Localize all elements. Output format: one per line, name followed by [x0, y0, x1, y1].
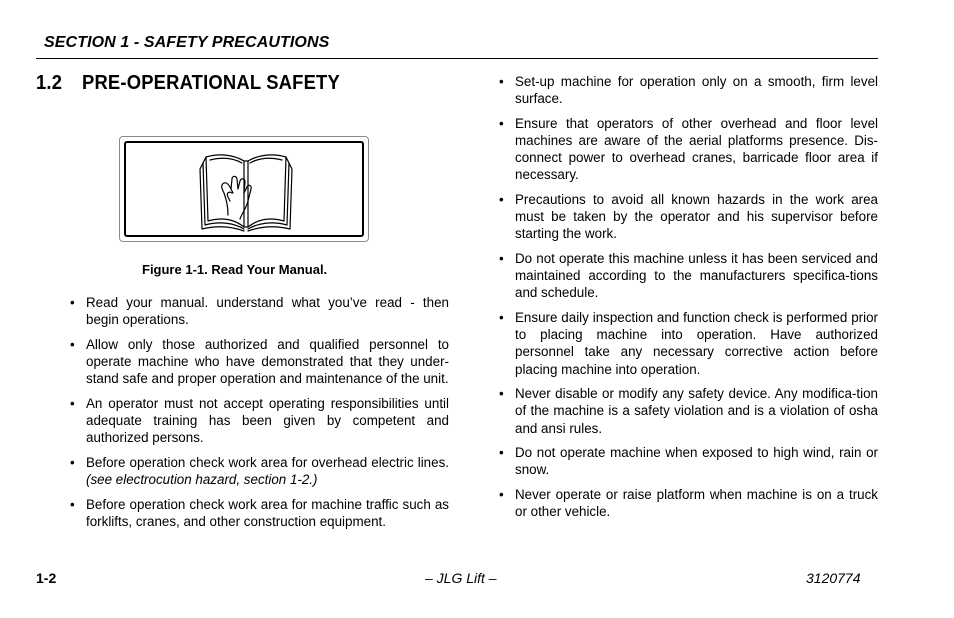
list-item: • Never operate or raise platform when machine is on a truck or other vehicle.	[499, 486, 878, 520]
left-bullet-list	[70, 294, 449, 537]
header-divider	[36, 58, 878, 59]
right-bullet-list	[499, 73, 878, 528]
list-item: • Do not operate machine when exposed to high wind, rain or snow.	[499, 444, 878, 478]
page-number: 1-2	[36, 570, 57, 586]
cross-reference-note: (see electrocution hazard, section 1-2.)	[86, 472, 318, 487]
list-item: • Do not operate this machine unless it has been serviced and maintained according to the manufacturers specifica-tions and schedule.	[499, 250, 878, 302]
list-item: • Never disable or modify any safety device. Any modifica-tion of the machine is a safety violation and is a violation of osha and ansi rules.	[499, 385, 878, 437]
list-item: • Precautions to avoid all known hazards in the work area must be taken by the operator and his supervisor before starting the work.	[499, 191, 878, 243]
footer-brand: – JLG Lift –	[425, 570, 497, 586]
list-item: • Allow only those authorized and qualified personnel to operate machine who have demonstrated that they under-stand safe and proper operation and maintenance of the unit.	[70, 336, 449, 388]
figure-frame	[119, 136, 369, 242]
list-item: • Read your manual. understand what you’ve read - then begin operations.	[70, 294, 449, 328]
figure-inner-frame	[124, 141, 364, 237]
document-number: 3120774	[806, 570, 861, 586]
read-manual-icon	[198, 149, 294, 235]
list-item: • An operator must not accept operating responsibilities until adequate training has been given by competent and authorized persons.	[70, 395, 449, 447]
section-header: SECTION 1 - SAFETY PRECAUTIONS	[44, 34, 330, 51]
section-title-text: PRE-OPERATIONAL SAFETY	[82, 72, 340, 94]
list-item: • Set-up machine for operation only on a smooth, firm level surface.	[499, 73, 878, 107]
section-title	[36, 72, 340, 95]
figure-caption: Figure 1-1. Read Your Manual.	[142, 262, 328, 277]
section-number: 1.2	[36, 72, 63, 94]
list-item: • Before operation check work area for machine traffic such as forklifts, cranes, and other construction equipment.	[70, 496, 449, 530]
list-item: • Before operation check work area for overhead electric lines. (see electrocution hazard, section 1-2.)	[70, 454, 449, 488]
list-item: • Ensure that operators of other overhead and floor level machines are aware of the aerial platforms presence. Dis-connect power to overhead cranes, barricade floor area if necessary.	[499, 115, 878, 184]
list-item: • Ensure daily inspection and function check is performed prior to placing machine into operation. Have authorized personnel take any necessary corrective action before placing machine into operation.	[499, 309, 878, 378]
